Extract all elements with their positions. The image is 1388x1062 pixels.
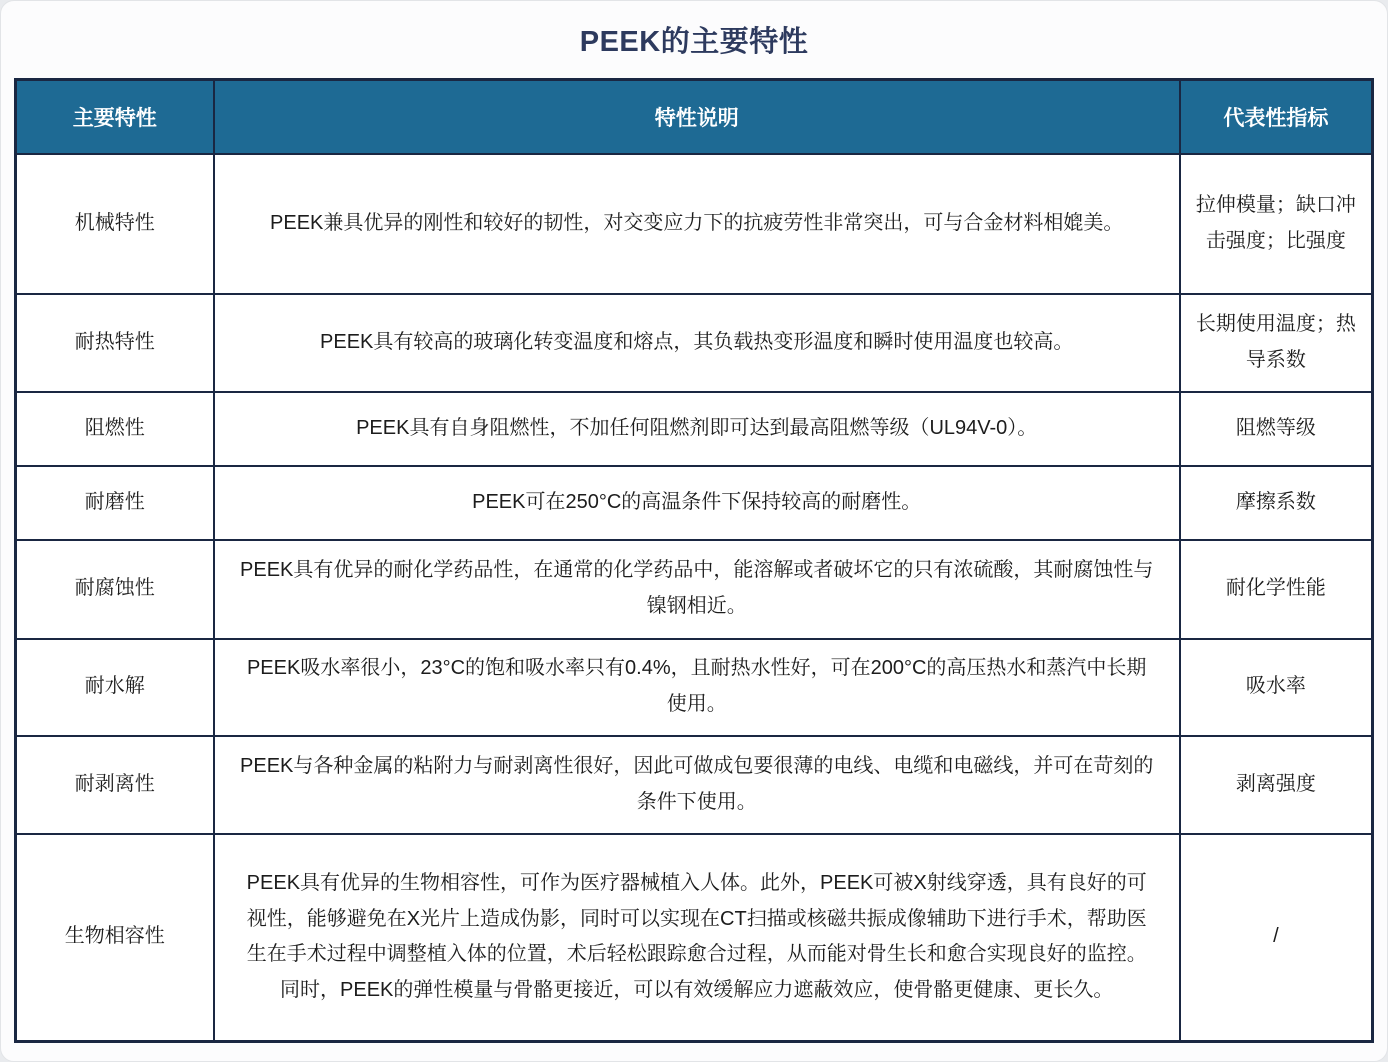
feature-cell: 生物相容性: [16, 834, 214, 1042]
column-header-description: 特性说明: [214, 80, 1180, 154]
table-row: [16, 294, 1373, 392]
description-cell: PEEK可在250°C的高温条件下保持较高的耐磨性。: [214, 466, 1180, 540]
table-row: [16, 834, 1373, 1042]
feature-cell: 耐磨性: [16, 466, 214, 540]
peek-properties-table: [14, 78, 1374, 1043]
feature-cell: 耐水解: [16, 639, 214, 736]
indicator-cell: 耐化学性能: [1180, 540, 1373, 639]
description-cell: PEEK具有优异的生物相容性，可作为医疗器械植入人体。此外，PEEK可被X射线穿透，具有良好的可视性，能够避免在X光片上造成伪影，同时可以实现在CT扫描或核磁共振成像辅助下进行手术，帮助医生在手术过程中调整植入体的位置，术后轻松跟踪愈合过程，从而能对骨生长和愈合实现良好的监控。同时，PEEK的弹性模量与骨骼更接近，可以有效缓解应力遮蔽效应，使骨骼更健康、更长久。: [214, 834, 1180, 1042]
indicator-cell: 剥离强度: [1180, 736, 1373, 834]
feature-cell: 耐热特性: [16, 294, 214, 392]
indicator-cell: 吸水率: [1180, 639, 1373, 736]
table-row: [16, 639, 1373, 736]
description-cell: PEEK具有优异的耐化学药品性，在通常的化学药品中，能溶解或者破坏它的只有浓硫酸，其耐腐蚀性与镍钢相近。: [214, 540, 1180, 639]
feature-cell: 耐腐蚀性: [16, 540, 214, 639]
indicator-cell: 摩擦系数: [1180, 466, 1373, 540]
indicator-cell: 拉伸模量；缺口冲击强度；比强度: [1180, 154, 1373, 294]
description-cell: PEEK与各种金属的粘附力与耐剥离性很好，因此可做成包要很薄的电线、电缆和电磁线，并可在苛刻的条件下使用。: [214, 736, 1180, 834]
indicator-cell: 阻燃等级: [1180, 392, 1373, 466]
feature-cell: 阻燃性: [16, 392, 214, 466]
description-cell: PEEK吸水率很小，23°C的饱和吸水率只有0.4%，且耐热水性好，可在200°C的高压热水和蒸汽中长期使用。: [214, 639, 1180, 736]
table-header-row: [16, 80, 1373, 154]
page-title: PEEK的主要特性: [579, 26, 809, 58]
description-cell: PEEK具有较高的玻璃化转变温度和熔点，其负载热变形温度和瞬时使用温度也较高。: [214, 294, 1180, 392]
feature-cell: 机械特性: [16, 154, 214, 294]
table-row: [16, 154, 1373, 294]
table-row: [16, 540, 1373, 639]
table-body: [16, 154, 1373, 1042]
feature-cell: 耐剥离性: [16, 736, 214, 834]
description-cell: PEEK兼具优异的刚性和较好的韧性，对交变应力下的抗疲劳性非常突出，可与合金材料相媲美。: [214, 154, 1180, 294]
column-header-feature: 主要特性: [16, 80, 214, 154]
table-row: [16, 736, 1373, 834]
column-header-indicator: 代表性指标: [1180, 80, 1373, 154]
description-cell: PEEK具有自身阻燃性，不加任何阻燃剂即可达到最高阻燃等级（UL94V-0）。: [214, 392, 1180, 466]
indicator-cell: /: [1180, 834, 1373, 1042]
table-row: [16, 466, 1373, 540]
indicator-cell: 长期使用温度；热导系数: [1180, 294, 1373, 392]
table-row: [16, 392, 1373, 466]
